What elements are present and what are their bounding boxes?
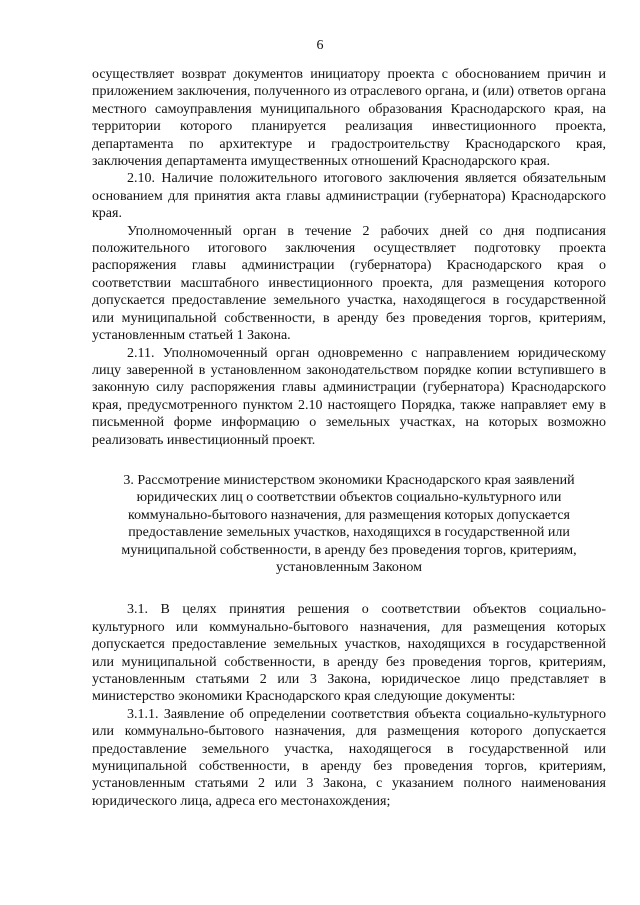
- heading-line: юридических лиц о соответствии объектов социально-культурного или: [136, 490, 562, 506]
- paragraph-3-1: 3.1. В целях принятия решения о соответствии объектов социально-культурного или коммунально-бытового назначения, для размещения которых допускается предоставление земельных участков, находящихся в государственной или муниципальной собственности, в аренду без проведения торгов, критериям, установленным статьями 2 или 3 Закона, юридическое лицо представляет в министерство экономики Краснодарского края следующие документы:: [92, 602, 606, 705]
- heading-line: предоставление земельных участков, находящихся в государственной или: [128, 525, 570, 541]
- heading-line: коммунально-бытового назначения, для размещения которых допускается: [128, 507, 570, 523]
- document-body: [92, 66, 606, 810]
- paragraph-2-11: 2.11. Уполномоченный орган одновременно с направлением юридическому лицу заверенной в установленном законодательством порядке копии вступившего в законную силу распоряжения главы администрации (губернатора) Краснодарского края, предусмотренного пунктом 2.10 настоящего Порядка, также направляет ему в письменной форме информацию о земельных участках, на которых возможно реализовать инвестиционный проект.: [92, 345, 606, 448]
- section-3-heading: [92, 472, 606, 576]
- paragraph-2-10: 2.10. Наличие положительного итогового заключения является обязательным основанием для принятия акта главы администрации (губернатора) Краснодарского края.: [92, 171, 606, 222]
- heading-line: установленным Законом: [276, 559, 422, 575]
- paragraph-authorized-body: Уполномоченный орган в течение 2 рабочих дней со дня подписания положительного итогового заключения осуществляет подготовку проекта распоряжения главы администрации (губернатора) Краснодарского края о соответствии масштабного инвестиционного проекта, для размещения которого допускается предоставление земельного участка, находящегося в государственной или муниципальной собственности, в аренду без проведения торгов, критериям, установленным статьей 1 Закона.: [92, 223, 606, 344]
- heading-line: муниципальной собственности, в аренду без проведения торгов, критериям,: [121, 542, 577, 558]
- paragraph-continuation: осуществляет возврат документов инициатору проекта с обоснованием причин и приложением заключения, полученного из отраслевого органа, и (или) ответов органа местного самоуправления муниципального образования Краснодарского края, на территории которого планируется реализация инвестиционного проекта, департамента по архитектуре и градостроительству Краснодарского края, заключения департамента имущественных отношений Краснодарского края.: [92, 67, 606, 170]
- heading-line: 3. Рассмотрение министерством экономики Краснодарского края заявлений: [123, 472, 575, 488]
- paragraph-3-1-1: 3.1.1. Заявление об определении соответствия объекта социально-культурного или коммунально-бытового назначения, для размещения которого допускается предоставление земельного участка, находящегося в государственной или муниципальной собственности, в аренду без проведения торгов, критериям, установленным статьями 2 или 3 Закона, с указанием полного наименования юридического лица, адреса его местонахождения;: [92, 706, 606, 809]
- page-number: 6: [316, 38, 324, 53]
